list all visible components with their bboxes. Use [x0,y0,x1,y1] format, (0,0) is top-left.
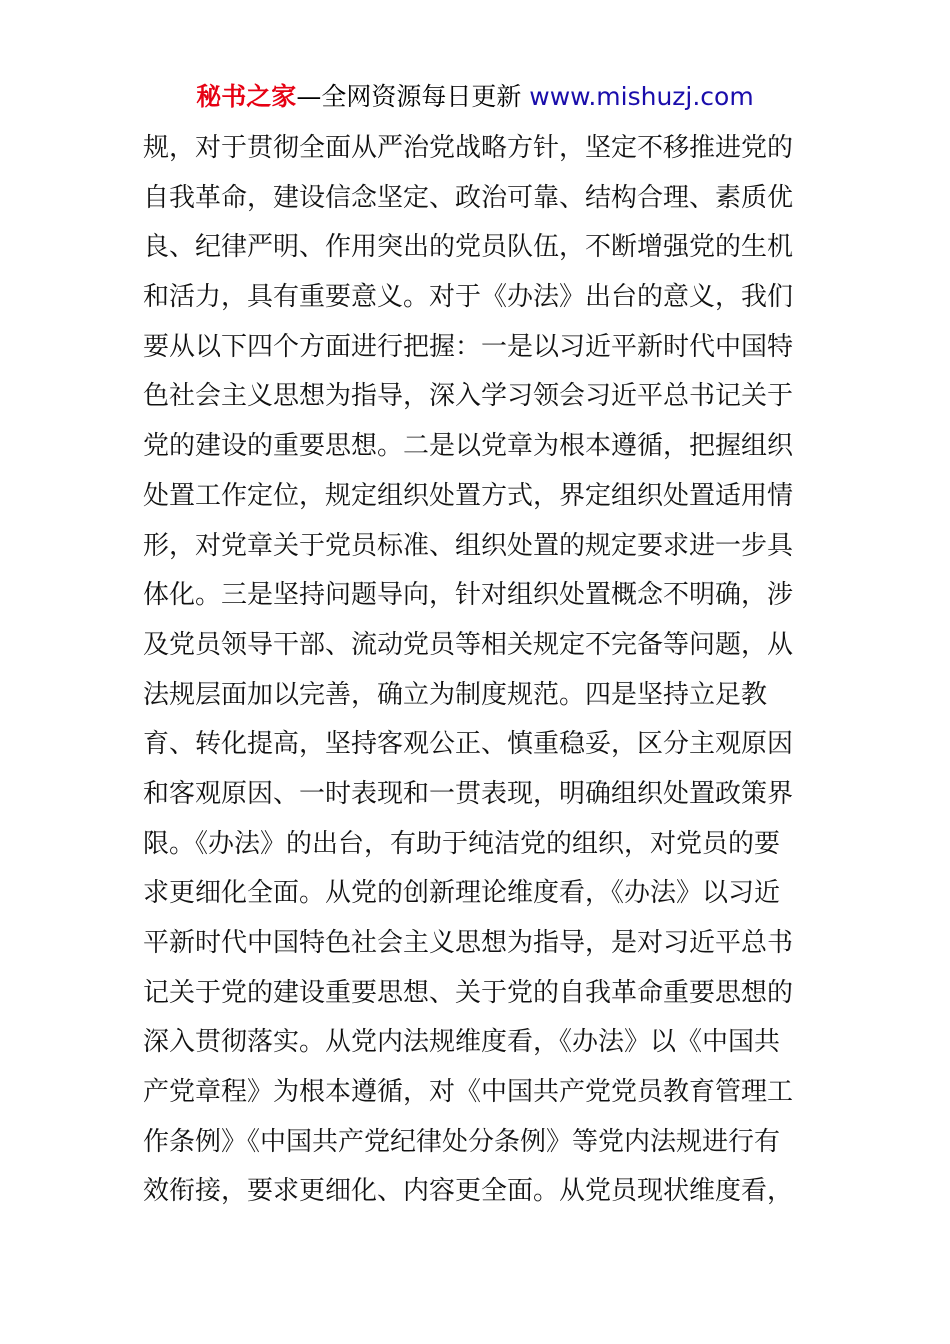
text-line: 求更细化全面。从党的创新理论维度看，《办法》以习近 [143,878,781,909]
text-line: 形，对党章关于党员标准、组织处置的规定要求进一步具 [143,530,794,561]
text-line: 和客观原因、一时表现和一贯表现，明确组织处置政策界 [143,778,794,809]
text-line: 法规层面加以完善，确立为制度规范。四是坚持立足教 [143,679,768,710]
document-body [143,124,823,1217]
text-line: 深入贯彻落实。从党内法规维度看，《办法》以《中国共 [143,1027,781,1058]
site-url-link[interactable]: www.mishuzj.com [529,82,754,111]
text-line: 自我革命，建设信念坚定、政治可靠、结构合理、素质优 [143,182,794,213]
page-header [0,80,950,114]
text-line: 产党章程》为根本遵循，对《中国共产党党员教育管理工 [143,1077,794,1108]
text-line: 作条例》《中国共产党纪律处分条例》等党内法规进行有 [143,1126,781,1157]
site-tagline: —全网资源每日更新 [296,82,522,111]
text-line: 及党员领导干部、流动党员等相关规定不完备等问题，从 [143,629,794,660]
text-line: 限。《办法》的出台，有助于纯洁党的组织，对党员的要 [143,828,781,859]
text-line: 和活力，具有重要意义。对于《办法》出台的意义，我们 [143,282,794,313]
text-line: 色社会主义思想为指导，深入学习领会习近平总书记关于 [143,381,794,412]
text-line: 规，对于贯彻全面从严治党战略方针，坚定不移推进党的 [143,133,794,163]
text-line: 体化。三是坚持问题导向，针对组织处置概念不明确，涉 [143,580,794,611]
site-brand: 秘书之家 [196,82,297,111]
text-line: 效衔接，要求更细化、内容更全面。从党员现状维度看， [143,1176,794,1207]
text-line: 处置工作定位，规定组织处置方式，界定组织处置适用情 [143,480,794,511]
text-line: 记关于党的建设重要思想、关于党的自我革命重要思想的 [143,977,794,1008]
text-line: 平新时代中国特色社会主义思想为指导，是对习近平总书 [143,928,794,958]
text-line: 良、纪律严明、作用突出的党员队伍，不断增强党的生机 [143,232,794,263]
text-line: 党的建设的重要思想。二是以党章为根本遵循，把握组织 [143,431,794,462]
text-line: 要从以下四个方面进行把握：一是以习近平新时代中国特 [143,331,794,362]
text-line: 育、转化提高，坚持客观公正、慎重稳妥，区分主观原因 [143,729,794,760]
